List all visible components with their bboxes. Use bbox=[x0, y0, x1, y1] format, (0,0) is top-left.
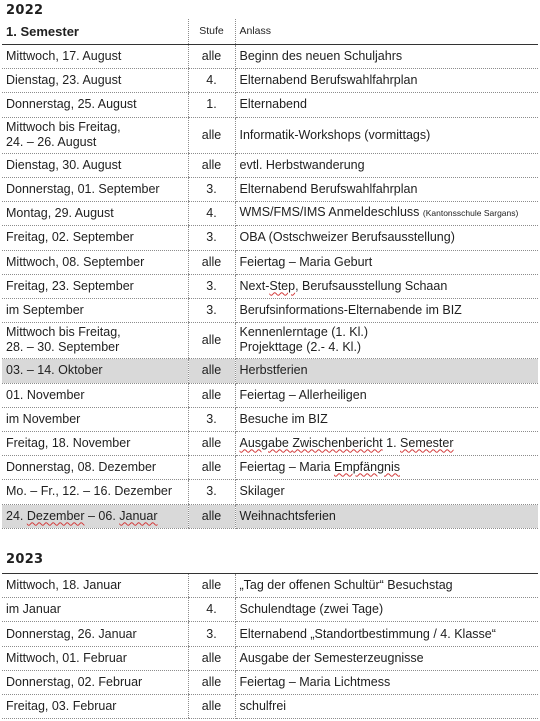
row-event: Schulendtage (zwei Tage) bbox=[235, 598, 538, 622]
table-row bbox=[2, 647, 538, 671]
row-level: alle bbox=[188, 574, 235, 598]
row-event: Feiertag – Maria Lichtmess bbox=[235, 671, 538, 695]
table-row bbox=[2, 153, 538, 177]
table-row bbox=[2, 201, 538, 225]
row-level: alle bbox=[188, 504, 235, 528]
row-date bbox=[2, 117, 188, 153]
row-date: Donnerstag, 25. August bbox=[2, 92, 188, 117]
row-level: 3. bbox=[188, 274, 235, 298]
row-date-line1: Mittwoch bis Freitag, bbox=[6, 325, 121, 339]
row-event: Ausgabe der Semesterzeugnisse bbox=[235, 647, 538, 671]
table-row bbox=[2, 479, 538, 504]
row-event: „Tag der offenen Schultür“ Besuchstag bbox=[235, 574, 538, 598]
row-date-line2: 24. – 26. August bbox=[6, 135, 97, 149]
table-row bbox=[2, 671, 538, 695]
table-row bbox=[2, 622, 538, 647]
table-row bbox=[2, 322, 538, 358]
table-row bbox=[2, 117, 538, 153]
table-row bbox=[2, 598, 538, 622]
table-row bbox=[2, 574, 538, 598]
row-event: Berufsinformations-Elternabende im BIZ bbox=[235, 298, 538, 322]
row-date: Donnerstag, 01. September bbox=[2, 177, 188, 201]
row-level: alle bbox=[188, 695, 235, 719]
table-row-holiday bbox=[2, 504, 538, 528]
row-date: im September bbox=[2, 298, 188, 322]
row-event bbox=[235, 431, 538, 455]
row-date: Mittwoch, 01. Februar bbox=[2, 647, 188, 671]
row-level: 4. bbox=[188, 201, 235, 225]
row-date: Donnerstag, 02. Februar bbox=[2, 671, 188, 695]
row-level: 1. bbox=[188, 92, 235, 117]
table-row bbox=[2, 383, 538, 407]
row-date-part: Dezember bbox=[26, 508, 85, 523]
header-semester: 1. Semester bbox=[2, 19, 188, 44]
row-event-part: Feiertag – Maria bbox=[239, 459, 334, 474]
row-date: Dienstag, 23. August bbox=[2, 68, 188, 92]
row-level: 3. bbox=[188, 407, 235, 431]
row-event bbox=[235, 322, 538, 358]
row-level: alle bbox=[188, 153, 235, 177]
row-level: alle bbox=[188, 383, 235, 407]
row-event-line1: Kennenlerntage (1. Kl.) bbox=[239, 325, 369, 339]
header-anlass: Anlass bbox=[235, 19, 538, 44]
row-event: Besuche im BIZ bbox=[235, 407, 538, 431]
row-event-part: Empfängnis bbox=[333, 459, 400, 474]
table-row bbox=[2, 225, 538, 250]
row-event: Feiertag – Allerheiligen bbox=[235, 383, 538, 407]
table-header bbox=[2, 19, 538, 44]
row-date: Freitag, 23. September bbox=[2, 274, 188, 298]
row-event: Elternabend „Standortbestimmung / 4. Klasse“ bbox=[235, 622, 538, 647]
table-row bbox=[2, 695, 538, 719]
row-date: Donnerstag, 26. Januar bbox=[2, 622, 188, 647]
row-event: Beginn des neuen Schuljahrs bbox=[235, 44, 538, 68]
header-stufe: Stufe bbox=[188, 19, 235, 44]
row-level: 3. bbox=[188, 479, 235, 504]
row-event: evtl. Herbstwanderung bbox=[235, 153, 538, 177]
table-row bbox=[2, 298, 538, 322]
row-event-part: Ausgabe bbox=[239, 435, 293, 450]
row-date-part: Januar bbox=[119, 508, 158, 523]
row-event: Elternabend bbox=[235, 92, 538, 117]
table-row bbox=[2, 455, 538, 479]
row-event-part: Semester bbox=[400, 435, 454, 450]
row-date: Dienstag, 30. August bbox=[2, 153, 188, 177]
table-row bbox=[2, 431, 538, 455]
row-event: Feiertag – Maria Geburt bbox=[235, 250, 538, 274]
schedule-table-2023 bbox=[2, 573, 538, 719]
row-level: alle bbox=[188, 431, 235, 455]
row-date: Freitag, 02. September bbox=[2, 225, 188, 250]
row-event-part: 1. bbox=[382, 435, 401, 450]
schedule-table-2022 bbox=[2, 19, 538, 529]
row-event bbox=[235, 274, 538, 298]
row-date: im Januar bbox=[2, 598, 188, 622]
row-level: alle bbox=[188, 250, 235, 274]
table-row bbox=[2, 274, 538, 298]
row-date: Freitag, 18. November bbox=[2, 431, 188, 455]
row-date: Mittwoch, 17. August bbox=[2, 44, 188, 68]
table-row-holiday bbox=[2, 358, 538, 383]
row-date: 01. November bbox=[2, 383, 188, 407]
row-date: Mittwoch, 18. Januar bbox=[2, 574, 188, 598]
year-heading-2023: 2023 bbox=[6, 552, 44, 567]
row-event: Elternabend Berufswahlfahrplan bbox=[235, 68, 538, 92]
table-row bbox=[2, 44, 538, 68]
row-event: Elternabend Berufswahlfahrplan bbox=[235, 177, 538, 201]
row-date: Freitag, 03. Februar bbox=[2, 695, 188, 719]
row-event-part: Step bbox=[269, 278, 296, 293]
row-level: 4. bbox=[188, 68, 235, 92]
row-date: 03. – 14. Oktober bbox=[2, 358, 188, 383]
row-date: Donnerstag, 08. Dezember bbox=[2, 455, 188, 479]
row-date: Mittwoch, 08. September bbox=[2, 250, 188, 274]
row-event bbox=[235, 201, 538, 225]
row-date-line1: Mittwoch bis Freitag, bbox=[6, 120, 121, 134]
row-event-main: WMS/FMS/IMS Anmeldeschluss bbox=[239, 205, 420, 219]
row-level: alle bbox=[188, 358, 235, 383]
row-level: 4. bbox=[188, 598, 235, 622]
row-event-part: Next- bbox=[239, 278, 270, 293]
row-event: schulfrei bbox=[235, 695, 538, 719]
row-date-part: – 06. bbox=[84, 508, 120, 523]
table-row bbox=[2, 407, 538, 431]
row-event: Skilager bbox=[235, 479, 538, 504]
table-row bbox=[2, 250, 538, 274]
row-event: OBA (Ostschweizer Berufsausstellung) bbox=[235, 225, 538, 250]
table-row bbox=[2, 92, 538, 117]
year-heading-2022: 2022 bbox=[6, 3, 44, 18]
row-date: Mo. – Fr., 12. – 16. Dezember bbox=[2, 479, 188, 504]
row-date-part: 24. bbox=[6, 508, 27, 523]
row-level: alle bbox=[188, 671, 235, 695]
row-event-part: Zwischenbericht bbox=[292, 435, 383, 450]
table-row bbox=[2, 177, 538, 201]
row-date: Montag, 29. August bbox=[2, 201, 188, 225]
row-event: Weihnachtsferien bbox=[235, 504, 538, 528]
row-level: alle bbox=[188, 455, 235, 479]
row-date-line2: 28. – 30. September bbox=[6, 340, 120, 354]
row-event-part: , Berufsausstellung Schaan bbox=[295, 278, 448, 293]
row-event: Herbstferien bbox=[235, 358, 538, 383]
row-level: 3. bbox=[188, 298, 235, 322]
table-row bbox=[2, 68, 538, 92]
row-level: alle bbox=[188, 647, 235, 671]
row-date: im November bbox=[2, 407, 188, 431]
row-event bbox=[235, 455, 538, 479]
row-event-line2: Projekttage (2.- 4. Kl.) bbox=[239, 340, 362, 354]
row-level: 3. bbox=[188, 177, 235, 201]
row-level: alle bbox=[188, 322, 235, 358]
row-level: alle bbox=[188, 117, 235, 153]
row-level: alle bbox=[188, 44, 235, 68]
row-level: 3. bbox=[188, 225, 235, 250]
row-date bbox=[2, 322, 188, 358]
row-level: 3. bbox=[188, 622, 235, 647]
row-event-note: (Kantonsschule Sargans) bbox=[422, 208, 519, 218]
row-date bbox=[2, 504, 188, 528]
row-event: Informatik-Workshops (vormittags) bbox=[235, 117, 538, 153]
